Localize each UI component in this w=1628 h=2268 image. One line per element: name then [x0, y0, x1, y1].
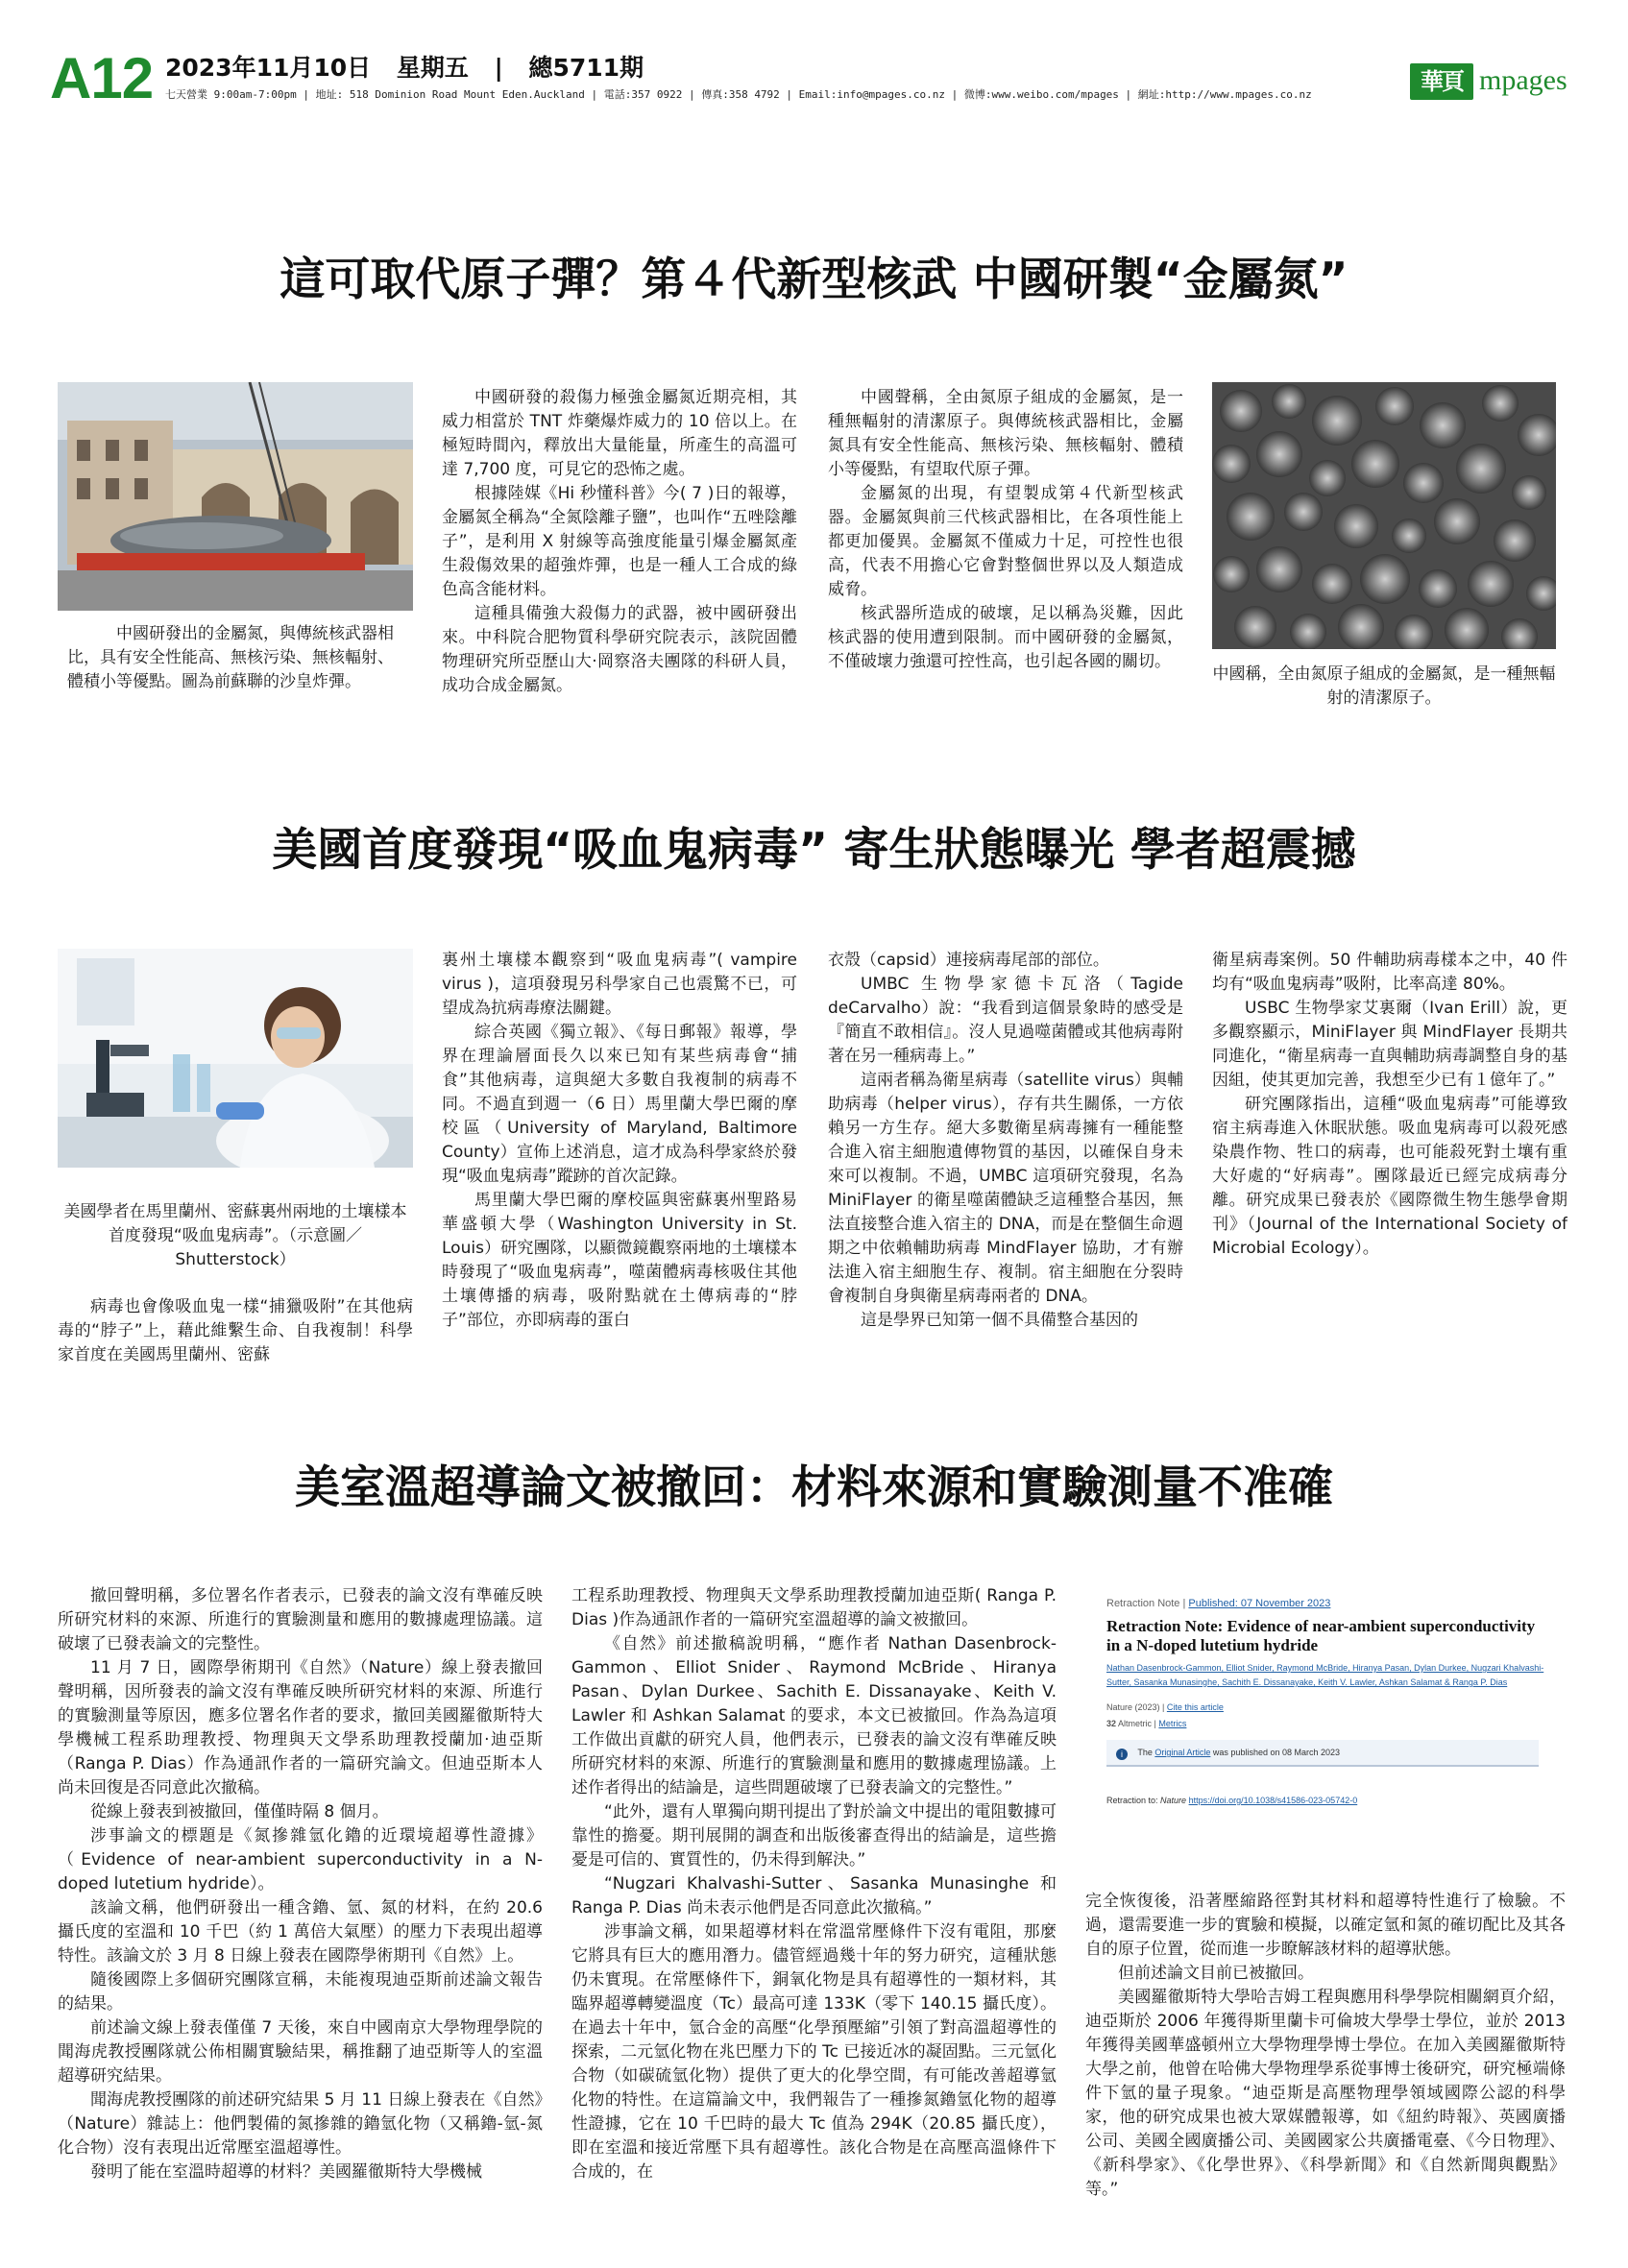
issue-number: 總5711期 [528, 54, 644, 82]
metrics-link: Metrics [1158, 1719, 1187, 1728]
article3-column-1: 撤回聲明稱，多位署名作者表示，已發表的論文沒有準確反映所研究材料的來源、所進行的實驗測量和應用的數據處理協議。這破壞了已發表論文的完整性。 11 月 7 日，國際學術期刊《自然》（Nature）線上發表撤回聲明稱，因所發表的論文沒有準確反映所研究材料的來源、所進行的實驗測量等原因，應多位署名作者的要求，撤回美國羅徹斯特大學機械工程系助理教授、物理與天文學系助理教授蘭加·迪亞斯（Ranga P. Dias）作為通訊作者的一篇研究論文。但迪亞斯本人尚未回復是否同意此次撤稿。 從線上發表到被撤回，僅僅時隔 8 個月。 涉事論文的標題是《氮摻雜氫化鑥的近環境超導性證據》（Evidence of near-ambient superconductivity in a N-doped lutetium hydride）。 該論文稱，他們研發出一種含鑥、氫、氮的材料，在約 20.6 攝氏度的室溫和 10 千巴（約 1 萬倍大氣壓）的壓力下表現出超導特性。該論文於 3 月 8 日線上發表在國際學術期刊《自然》上。 隨後國際上多個研究團隊宣稱，未能複現迪亞斯前述論文報告的結果。 前述論文線上發表僅僅 7 天後，來自中國南京大學物理學院的聞海虎教授團隊就公佈相關實驗結果，稱推翻了迪亞斯等人的室溫超導研究結果。 聞海虎教授團隊的前述研究結果 5 月 11 日線上發表在《自然》（Nature）雜誌上：他們製備的氮摻雜的鑥氫化物（又稱鑥-氫-氮化合物）沒有表現出近常壓室溫超導性。 發明了能在室溫時超導的材料？美國羅徹斯特大學機械 [58, 1586, 543, 2182]
article1-headline: 這可取代原子彈？第４代新型核武 中國研製“金屬氮” [279, 253, 1349, 306]
article2-column-2: 裏州土壤樣本觀察到“吸血鬼病毒”( vampire virus )，這項發現另科學家自己也震驚不已，可望成為抗病毒療法關鍵。 綜合英國《獨立報》、《每日郵報》報導，學界在理論層面長久以來已知有某些病毒會“捕食”其他病毒，這與絕大多數自我複制的病毒不同。不過直到週一（6 日）馬里蘭大學巴爾的摩校區（University of Maryland, Baltimore County）宣佈上述消息，這才成為科學家終於發現“吸血鬼病毒”蹤跡的首次記錄。 馬里蘭大學巴爾的摩校區與密蘇裏州聖路易華盛頓大學（Washington University in St. Louis）研究團隊，以顯微鏡觀察兩地的土壤樣本時發現了“吸血鬼病毒”，噬菌體病毒核吸住其他土壤傳播的病毒，吸附點就在土傳病毒的“脖子”部位，亦即病毒的蛋白 [442, 951, 797, 1330]
retraction-to: Retraction to: Nature https://doi.org/10.1038/s41586-023-05742-0 [1106, 1796, 1358, 1805]
cite-link: Cite this article [1166, 1702, 1224, 1712]
article2-caption: 美國學者在馬里蘭州、密蘇裏州兩地的土壤樣本首度發現“吸血鬼病毒”。（示意圖／Shutterstock） [63, 1202, 407, 1269]
article3-column-3: 完全恢復後，沿著壓縮路徑對其材料和超導特性進行了檢驗。不過，還需要進一步的實驗和模擬，以確定氫和氮的確切配比及其各自的原子位置，從而進一步瞭解該材料的超導狀態。 但前述論文目前已被撤回。 美國羅徹斯特大學哈吉姆工程與應用科學學院相關網頁介紹，迪亞斯於 2006 年獲得斯里蘭卡可倫坡大學學士學位，並於 2013 年獲得美國華盛頓州立大學物理學博士學位。在加入美國羅徹斯特大學之前，他曾在哈佛大學物理學系從事博士後研究，研究極端條件下氫的量子現象。“迪亞斯是高壓物理學領域國際公認的科學家，他的研究成果也被大眾媒體報導，如《紐約時報》、英國廣播公司、美國全國廣播公司、美國國家公共廣播電臺、《今日物理》、《新科學家》、《化學世界》、《科學新聞》和《自然新聞與觀點》等。” [1085, 1892, 1566, 2199]
article1-caption-left: 中國研發出的金屬氮，與傳統核武器相比，具有安全性能高、無核污染、無核輻射、體積小等優點。圖為前蘇聯的沙皇炸彈。 [67, 624, 394, 691]
contact-info: 七天營業 9:00am-7:00pm | 地址: 518 Dominion Road Mount Eden.Auckland | 電話:357 0922 | 傳真:358 4792 | Email:info@mpages.co.nz | 微博:www.weibo.com/mpages | 網址:http://www.mpages.co.nz [165, 88, 1312, 101]
logo-chinese: 華頁 [1410, 63, 1473, 100]
retraction-altmetric: 32 Altmetric | Metrics [1106, 1719, 1187, 1728]
logo-english: mpages [1479, 64, 1567, 96]
retraction-title: Retraction Note: Evidence of near-ambient superconductivity in a N-doped lutetium hydride [1106, 1617, 1536, 1654]
info-icon: i [1116, 1749, 1128, 1760]
page-number: A12 [50, 46, 154, 110]
article3-headline: 美室溫超導論文被撤回：材料來源和實驗測量不准確 [295, 1461, 1333, 1514]
original-article-link: Original Article [1154, 1748, 1211, 1757]
date-line [165, 54, 661, 83]
article3-column-2: 工程系助理教授、物理與天文學系助理教授蘭加迪亞斯( Ranga P. Dias )作為通訊作者的一篇研究室溫超導的論文被撤回。 《自然》前述撤稿說明稱，“應作者 Nathan Dasenbrock-Gammon、Elliot Snider、Raymond McBride、Hiranya Pasan、Dylan Durkee、Sachith E. Dissanayake、Keith V. Lawler 和 Ashkan Salamat 的要求，本文已被撤回。作為為這項工作做出貢獻的研究人員，他們表示，已發表的論文沒有準確反映所研究材料的來源、所進行的實驗測量和應用的數據處理協議。上述作者得出的結論是，這些問題破壞了已發表論文的完整性。” “此外，還有人單獨向期刊提出了對於論文中提出的電阻數據可靠性的擔憂。期刊展開的調查和出版後審查得出的結論是，這些擔憂是可信的、實質性的，仍未得到解決。” “Nugzari Khalvashi-Sutter、Sasanka Munasinghe 和 Ranga P. Dias 尚未表示他們是否同意此次撤稿。” 涉事論文稱，如果超導材料在常溫常壓條件下沒有電阻，那麼它將具有巨大的應用潛力。儘管經過幾十年的努力研究，這種狀態仍未實現。在常壓條件下，銅氧化物是具有超導性的一類材料，其臨界超導轉變溫度（Tc）最高可達 133K（零下 140.15 攝氏度）。在過去十年中，氫合金的高壓“化學預壓縮”引領了對高溫超導性的探索，二元氫化物在兆巴壓力下的 Tc 已接近冰的凝固點。三元氫化合物（如碳硫氫化物）提供了更大的化學空間，有可能改善超導氫化物的特性。在這篇論文中，我們報告了一種摻氮鑥氫化物的超導性證據，它在 10 千巴時的最大 Tc 值為 294K（20.85 攝氏度），即在室溫和接近常壓下具有超導性。該化合物是在高壓高溫條件下合成的，在 [571, 1586, 1057, 2182]
article1-caption-right: 中國稱，全由氮原子組成的金屬氮，是一種無輻射的清潔原子。 [1212, 664, 1556, 708]
date: 2023年11月10日 [165, 54, 372, 82]
article2-headline: 美國首度發現“吸血鬼病毒” 寄生狀態曝光 學者超震撼 [272, 824, 1356, 877]
scientist-microscope-photo [58, 949, 413, 1168]
metallic-nitrogen-micrograph [1212, 382, 1556, 649]
article1-column-1: 中國研發的殺傷力極強金屬氮近期亮相，其威力相當於 TNT 炸藥爆炸威力的 10 倍以上。在極短時間內，釋放出大量能量，所產生的高溫可達 7,700 度，可見它的恐怖之處。 根據陸媒《Hi 秒懂科普》今( 7 )日的報導，金屬氮全稱為“全氮陰離子鹽”，也叫作“五唑陰離子”，是利用 X 射線等高強度能量引爆金屬氮產生殺傷效果的超強炸彈，也是一種人工合成的綠色高含能材料。 這種具備強大殺傷力的武器，被中國研發出來。中科院合肥物質科學研究院表示，該院固體物理研究所亞歷山大·岡察洛夫團隊的科研人員，成功合成金屬氮。 [442, 388, 797, 695]
retraction-journal: Nature (2023) | Cite this article [1106, 1702, 1224, 1712]
original-article-note: i The Original Article was published on 08 March 2023 [1106, 1740, 1539, 1767]
article2-column-1: 病毒也會像吸血鬼一樣“捕獵吸附”在其他病毒的“脖子”上，藉此維繫生命、自我複制！科學家首度在美國馬里蘭州、密蘇 [58, 1297, 413, 1364]
mpages-logo [1410, 60, 1583, 104]
separator: | [494, 54, 503, 82]
retraction-meta: Retraction Note | Published: 07 November 2023 [1106, 1598, 1331, 1609]
article2-column-4: 衛星病毒案例。50 件輔助病毒樣本之中，40 件均有“吸血鬼病毒”吸附，比率高達 80%。 USBC 生物學家艾裏爾（Ivan Erill）說，更多觀察顯示，MiniFlayer 與 MindFlayer 長期共同進化，“衛星病毒一直與輔助病毒調整自身的基因組，使其更加完善，我想至少已有１億年了。” 研究團隊指出，這種“吸血鬼病毒”可能導致宿主病毒進入休眠狀態。吸血鬼病毒可以殺死感染農作物、牲口的病毒，也可能殺死對土壤有重大好處的“好病毒”。團隊最近已經完成病毒分離。研究成果已發表於《國際微生物生態學會期刊》（Journal of the International Society of Microbial Ecology）。 [1212, 951, 1567, 1258]
doi-link: https://doi.org/10.1038/s41586-023-05742-0 [1188, 1796, 1358, 1805]
retraction-notice-screenshot [1085, 1584, 1556, 1872]
retraction-authors: Nathan Dasenbrock-Gammon, Elliot Snider, Raymond McBride, Hiranya Pasan, Dylan Durkee, Nugzari Khalvashi-Sutter, Sasanka Munasinghe, Sachith E. Dissanayake, Keith V. Lawler, Ashkan Salamat & Ranga P. Dias [1106, 1663, 1544, 1687]
tsar-bomba-photo [58, 382, 413, 611]
weekday: 星期五 [396, 54, 469, 82]
published-date: Published: 07 November 2023 [1188, 1598, 1331, 1609]
article2-column-3: 衣殼（capsid）連接病毒尾部的部位。 UMBC 生物學家德卡瓦洛（Tagide deCarvalho）說：“我看到這個景象時的感受是『簡直不敢相信』。沒人見過噬菌體或其他病毒附著在另一種病毒上。” 這兩者稱為衛星病毒（satellite virus）與輔助病毒（helper virus），存有共生關係，一方依賴另一方生存。絕大多數衛星病毒擁有一種能整合進入宿主細胞遺傳物質的基因，以確保自身未來可以複制。不過，UMBC 這項研究發現，名為 MiniFlayer 的衛星噬菌體缺乏這種整合基因，無法直接整合進入宿主的 DNA，而是在整個生命週期之中依賴輔助病毒 MindFlayer 協助，才有辦法進入宿主細胞生存、複制。宿主細胞在分裂時會複制自身與衛星病毒兩者的 DNA。 這是學界已知第一個不具備整合基因的 [828, 951, 1183, 1330]
article1-column-2: 中國聲稱，全由氮原子組成的金屬氮，是一種無輻射的清潔原子。與傳統核武器相比，金屬氮具有安全性能高、無核污染、無核輻射、體積小等優點，有望取代原子彈。 金屬氮的出現，有望製成第４代新型核武器。金屬氮與前三代核武器相比，在各項性能上都更加優異。金屬氮不僅威力十足，可控性也很高，代表不用擔心它會對整個世界以及人類造成威脅。 核武器所造成的破壞，足以稱為災難，因此核武器的使用遭到限制。而中國研發的金屬氮，不僅破壞力強還可控性高，也引起各國的關切。 [828, 388, 1183, 671]
